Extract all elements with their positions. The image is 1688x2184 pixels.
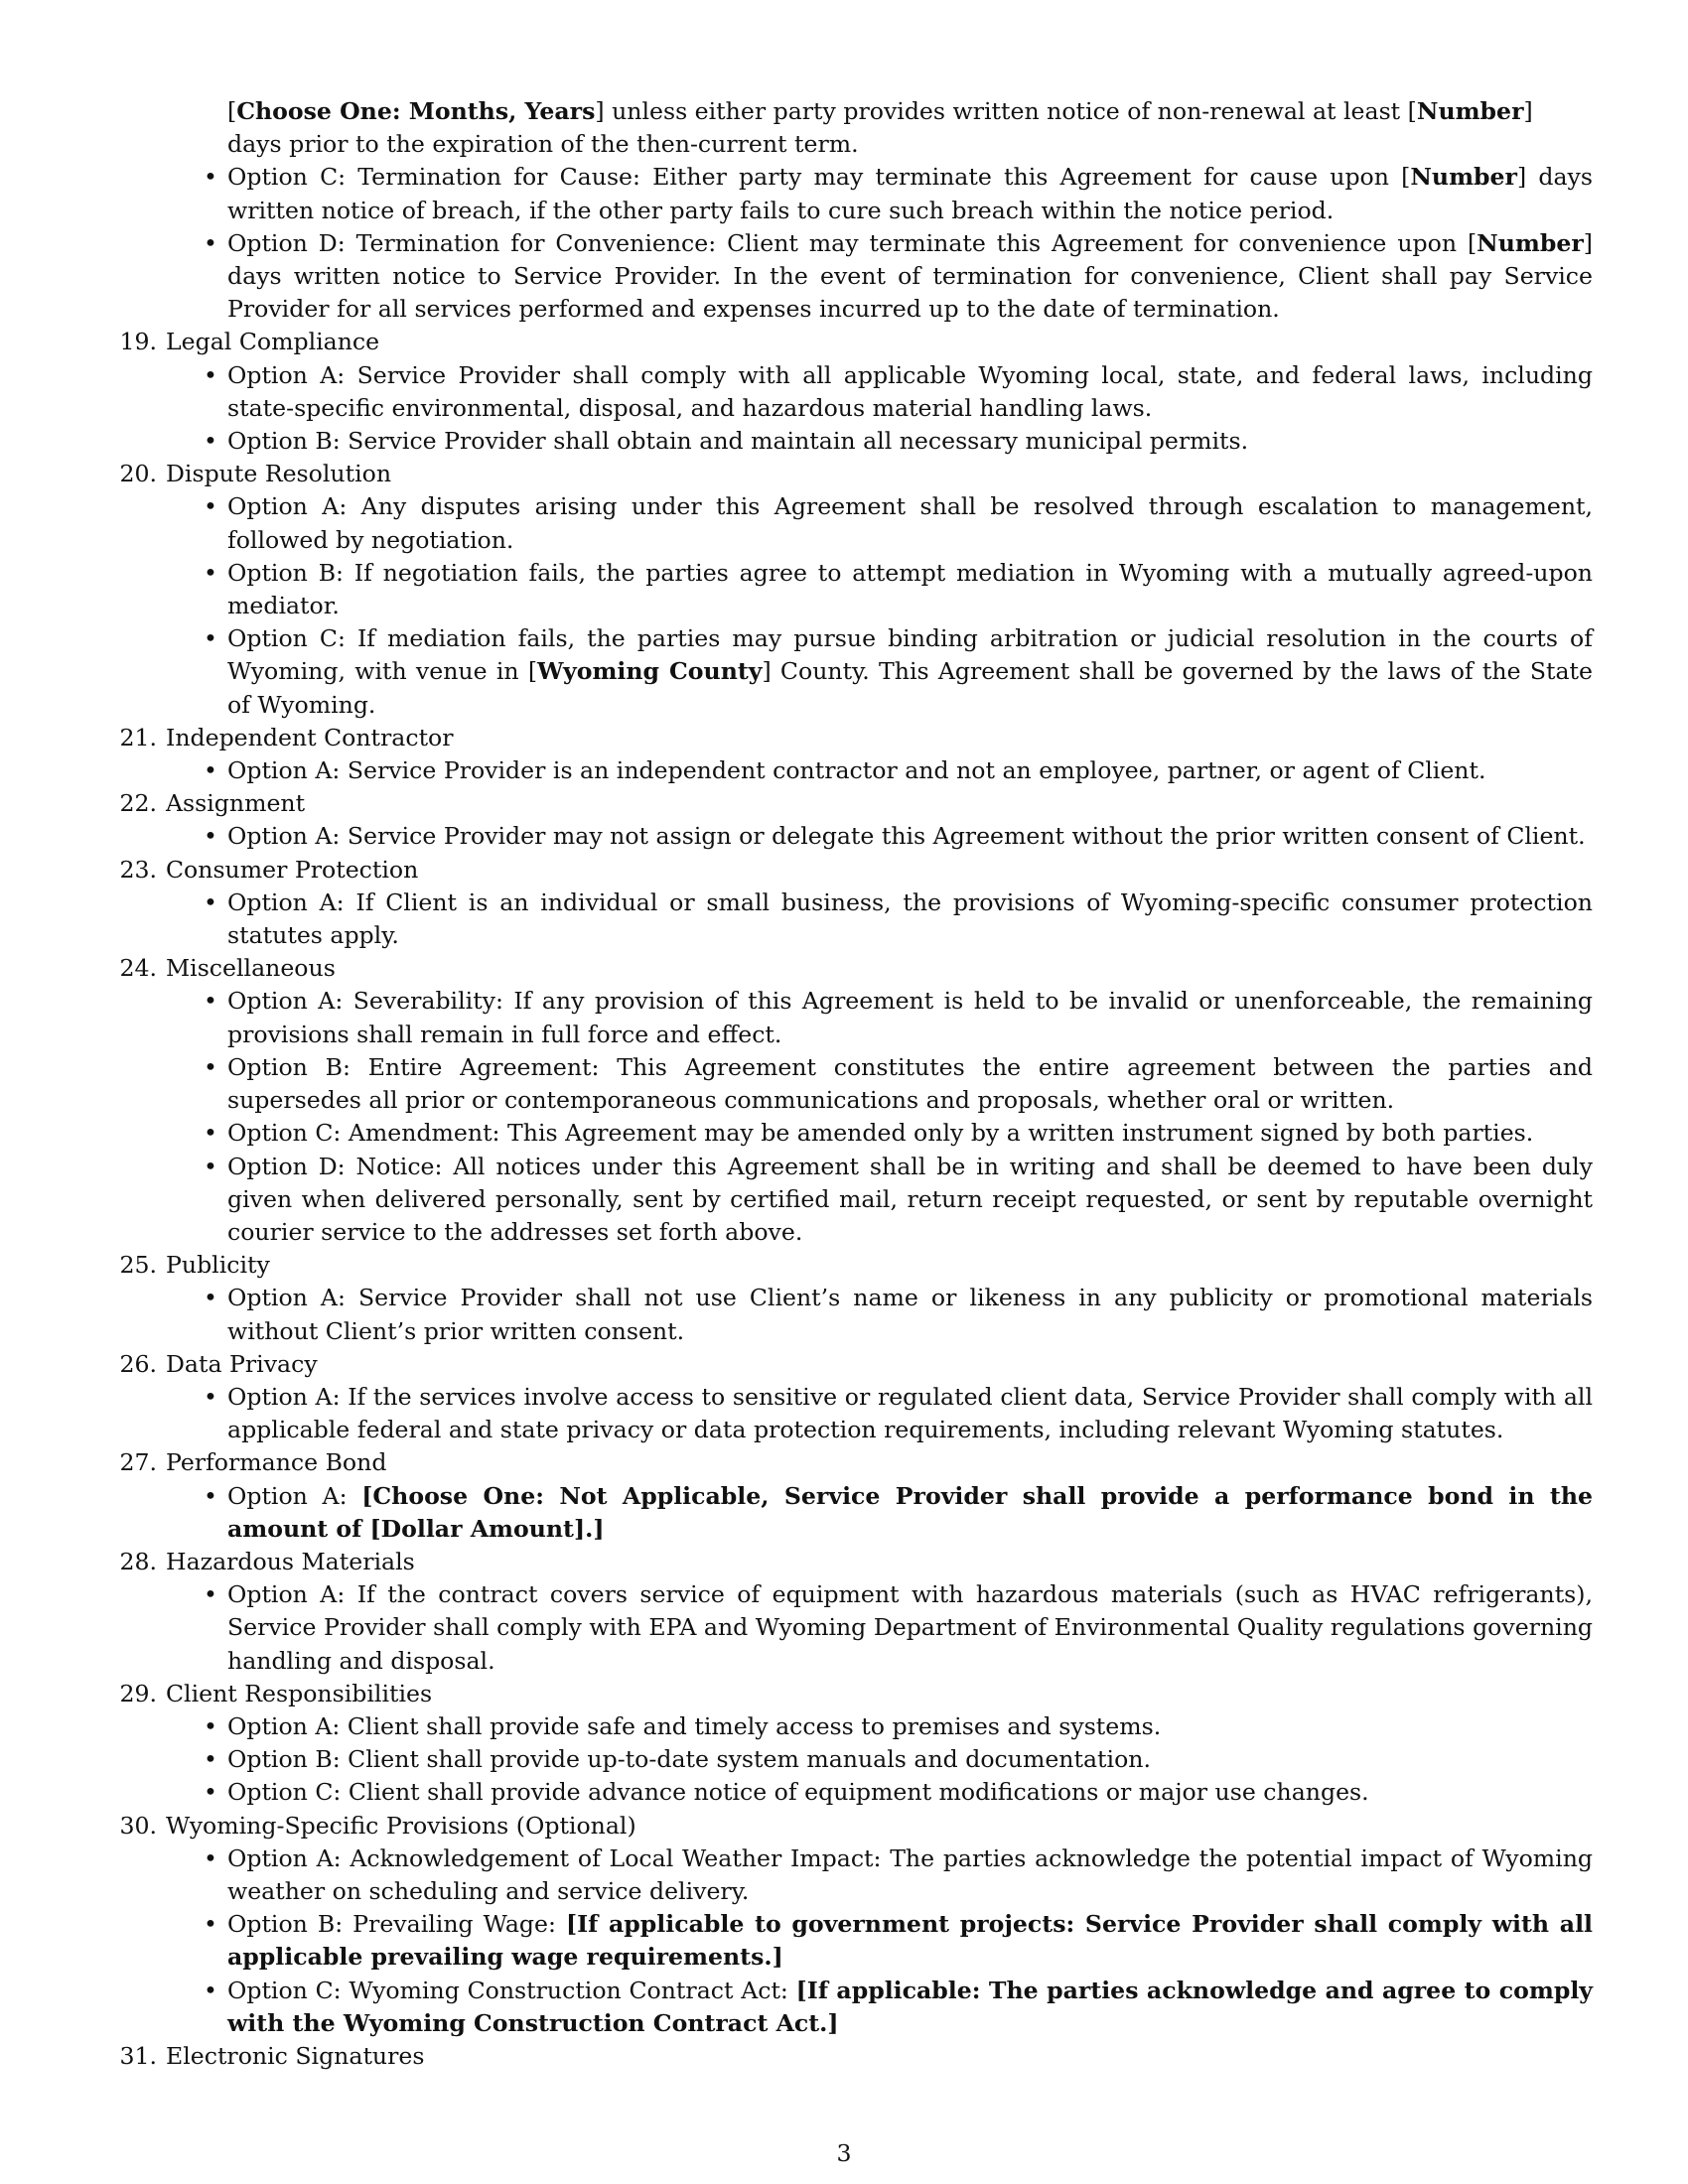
option-item: • Option B: Entire Agreement: This Agreement constitutes the entire agreement between the parties and supersedes all prior or contemporaneous communications and proposals, whether oral or written. [227, 1051, 1593, 1117]
option-item: • Option A: Client shall provide safe and timely access to premises and systems. [227, 1710, 1593, 1743]
placeholder-term-unit: Choose One: Months, Years [236, 97, 596, 125]
option-item: • Option C: If mediation fails, the parties may pursue binding arbitration or judicial resolution in the courts of Wyoming, with venue in [Wyoming County] County. This Agreement shall be governed by the laws of the State of Wyoming. [227, 622, 1593, 722]
section-24: 24. Miscellaneous • Option A: Severability: If any provision of this Agreement is held to be invalid or unenforceable, the remaining provisions shall remain in full force and effect. • Option B: Entire Agreement: This Agreement constitutes the entire agreement between the parties and supersedes all prior or contemporaneous communications and proposals, whether oral or written. • Option C: Amendment: This Agreement may be amended only by a written instrument signed by both parties. • Option D: Notice: All notices under this Agreement shall be in writing and shall be deemed to have been duly given when delivered personally, sent by certified mail, return receipt requested, or sent by reputable overnight courier service to the addresses set forth above. [113, 952, 1593, 1249]
option-item: • Option B: If negotiation fails, the parties agree to attempt mediation in Wyoming with a mutually agreed-upon mediator. [227, 557, 1593, 622]
section-30: 30. Wyoming-Specific Provisions (Optional) • Option A: Acknowledgement of Local Weather Impact: The parties acknowledge the potential impact of Wyoming weather on scheduling and service delivery. • Option B: Prevailing Wage: [If applicable to government projects: Service Provider shall comply with all applicable prevailing wage requirements.] • Option C: Wyoming Construction Contract Act: [If applicable: The parties acknowledge and agree to comply with the Wyoming Construction Contract Act.] [113, 1810, 1593, 2040]
section-28: 28. Hazardous Materials • Option A: If the contract covers service of equipment with hazardous materials (such as HVAC refrigerants), Service Provider shall comply with EPA and Wyoming Department of Environmental Quality regulations governing handling and disposal. [113, 1546, 1593, 1678]
section-title: Consumer Protection [166, 855, 419, 884]
placeholder-construction-act: [If applicable: The parties acknowledge and agree to comply with the Wyoming Construction Contract Act.] [227, 1976, 1593, 2037]
section-title: Electronic Signatures [166, 2041, 425, 2070]
placeholder-prevailing-wage: [If applicable to government projects: Service Provider shall comply with all applicable prevailing wage requirements.] [227, 1910, 1594, 1972]
option-item: • Option A: Service Provider shall comply with all applicable Wyoming local, state, and federal laws, including state-specific environmental, disposal, and hazardous material handling laws. [227, 359, 1593, 425]
section-26: 26. Data Privacy • Option A: If the services involve access to sensitive or regulated client data, Service Provider shall comply with all applicable federal and state privacy or data protection requirements, including relevant Wyoming statutes. [113, 1348, 1593, 1447]
section-21: 21. Independent Contractor • Option A: Service Provider is an independent contractor and not an employee, partner, or agent of Client. [113, 722, 1593, 787]
section-29: 29. Client Responsibilities • Option A: Client shall provide safe and timely access to premises and systems. • Option B: Client shall provide up-to-date system manuals and documentation. • Option C: Client shall provide advance notice of equipment modifications or major use changes. [113, 1678, 1593, 1810]
section-20: 20. Dispute Resolution • Option A: Any disputes arising under this Agreement shall be resolved through escalation to management, followed by negotiation. • Option B: If negotiation fails, the parties agree to attempt mediation in Wyoming with a mutually agreed-upon mediator. • Option C: If mediation fails, the parties may pursue binding arbitration or judicial resolution in the courts of Wyoming, with venue in [Wyoming County] County. This Agreement shall be governed by the laws of the State of Wyoming. [113, 458, 1593, 722]
option-d-termination-convenience: • Option D: Termination for Convenience: Client may terminate this Agreement for convenience upon [Number] days written notice to Service Provider. In the event of termination for convenience, Client shall pay Service Provider for all services performed and expenses incurred up to the date of termination. [227, 227, 1593, 327]
option-item: • Option A: [Choose One: Not Applicable, Service Provider shall provide a performance bond in the amount of [Dollar Amount].] [227, 1480, 1593, 1546]
section-title: Dispute Resolution [166, 460, 392, 488]
section-title: Miscellaneous [166, 954, 336, 983]
option-c-termination-cause: • Option C: Termination for Cause: Either party may terminate this Agreement for cause upon [Number] days written notice of breach, if the other party fails to cure such breach within the notice period. [227, 161, 1593, 226]
option-item: • Option B: Prevailing Wage: [If applicable to government projects: Service Provider shall comply with all applicable prevailing wage requirements.] [227, 1908, 1593, 1974]
section-title: Independent Contractor [166, 723, 454, 751]
section-title: Publicity [166, 1251, 270, 1280]
section-25: 25. Publicity • Option A: Service Provider shall not use Client’s name or likeness in any publicity or promotional materials without Client’s prior written consent. [113, 1249, 1593, 1348]
option-item: • Option D: Notice: All notices under this Agreement shall be in writing and shall be deemed to have been duly given when delivered personally, sent by certified mail, return receipt requested, or sent by reputable overnight courier service to the addresses set forth above. [227, 1151, 1593, 1250]
option-item: • Option A: Acknowledgement of Local Weather Impact: The parties acknowledge the potential impact of Wyoming weather on scheduling and service delivery. [227, 1843, 1593, 1908]
option-item: • Option B: Service Provider shall obtain and maintain all necessary municipal permits. [227, 425, 1593, 458]
renewal-line-2: days prior to the expiration of the then-current term. [227, 130, 859, 159]
document-page [113, 95, 1593, 2073]
section-title: Hazardous Materials [166, 1547, 415, 1575]
option-item: • Option C: Amendment: This Agreement may be amended only by a written instrument signed by both parties. [227, 1117, 1593, 1150]
renewal-line-1: [Choose One: Months, Years] unless either party provides written notice of non-renewal at least [Number] [227, 97, 1533, 125]
continued-renewal-text [227, 95, 1593, 161]
section-title: Legal Compliance [166, 328, 380, 356]
section-title: Wyoming-Specific Provisions (Optional) [166, 1811, 636, 1840]
option-item: • Option B: Client shall provide up-to-date system manuals and documentation. [227, 1743, 1593, 1776]
option-item: • Option A: Service Provider is an independent contractor and not an employee, partner, or agent of Client. [227, 754, 1593, 787]
option-item: • Option A: Severability: If any provision of this Agreement is held to be invalid or unenforceable, the remaining provisions shall remain in full force and effect. [227, 985, 1593, 1050]
option-item: • Option A: If Client is an individual or small business, the provisions of Wyoming-specific consumer protection statutes apply. [227, 887, 1593, 952]
placeholder-performance-bond: [Choose One: Not Applicable, Service Provider shall provide a performance bond in the amount of [Dollar Amount].] [227, 1481, 1593, 1543]
option-item: • Option A: Any disputes arising under this Agreement shall be resolved through escalation to management, followed by negotiation. [227, 490, 1593, 556]
option-item: • Option A: Service Provider may not assign or delegate this Agreement without the prior written consent of Client. [227, 820, 1593, 853]
section-22: 22. Assignment • Option A: Service Provider may not assign or delegate this Agreement without the prior written consent of Client. [113, 787, 1593, 853]
section-31: 31. Electronic Signatures [113, 2040, 1593, 2073]
placeholder-number: Number [1416, 97, 1524, 125]
section-23: 23. Consumer Protection • Option A: If Client is an individual or small business, the provisions of Wyoming-specific consumer protection statutes apply. [113, 854, 1593, 953]
section-19: 19. Legal Compliance • Option A: Service Provider shall comply with all applicable Wyoming local, state, and federal laws, including state-specific environmental, disposal, and hazardous material handling laws. • Option B: Service Provider shall obtain and maintain all necessary municipal permits. [113, 326, 1593, 458]
section-27: 27. Performance Bond • Option A: [Choose One: Not Applicable, Service Provider shall provide a performance bond in the amount of [Dollar Amount].] [113, 1446, 1593, 1546]
section-title: Client Responsibilities [166, 1679, 433, 1707]
option-item: • Option C: Wyoming Construction Contract Act: [If applicable: The parties acknowledge and agree to comply with the Wyoming Construction Contract Act.] [227, 1975, 1593, 2040]
placeholder-county: Wyoming County [537, 657, 763, 686]
option-item: • Option C: Client shall provide advance notice of equipment modifications or major use changes. [227, 1776, 1593, 1809]
option-item: • Option A: If the services involve access to sensitive or regulated client data, Service Provider shall comply with all applicable federal and state privacy or data protection requirements, including relevant Wyoming statutes. [227, 1381, 1593, 1446]
option-item: • Option A: If the contract covers service of equipment with hazardous materials (such as HVAC refrigerants), Service Provider shall comply with EPA and Wyoming Department of Environmental Quality regulations governing handling and disposal. [227, 1578, 1593, 1678]
section-title: Assignment [166, 789, 306, 818]
option-item: • Option A: Service Provider shall not use Client’s name or likeness in any publicity or promotional materials without Client’s prior written consent. [227, 1282, 1593, 1347]
page-number: 3 [836, 2139, 852, 2167]
section-title: Data Privacy [166, 1349, 318, 1378]
termination-options-continued [113, 161, 1593, 326]
section-title: Performance Bond [166, 1448, 387, 1477]
